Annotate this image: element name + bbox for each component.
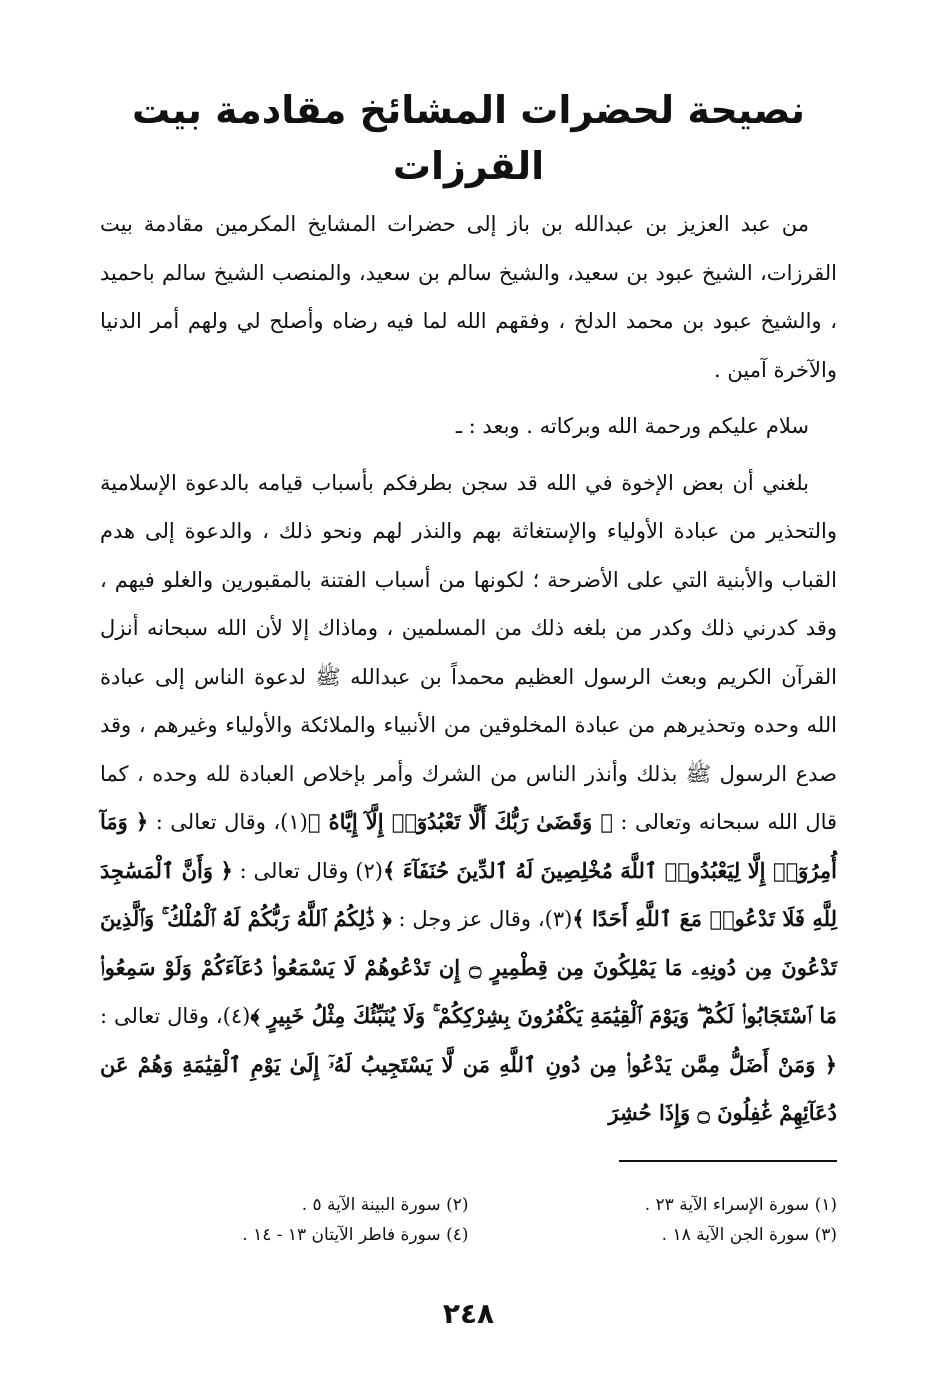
footnote-row bbox=[100, 1190, 837, 1220]
footnote-4: (٤) سورة فاطر الآيتان ١٣ - ١٤ . bbox=[242, 1225, 469, 1245]
page-title: نصيحة لحضرات المشائخ مقادمة بيت القرزات bbox=[131, 88, 806, 188]
verse-ref-1: (١)، وقال تعالى : bbox=[148, 810, 308, 834]
footnotes bbox=[100, 1190, 837, 1250]
footnote-1: (١) سورة الإسراء الآية ٢٣ . bbox=[644, 1195, 837, 1215]
quran-verse-1: ﴿ وَقَضَىٰ رَبُّكَ أَلَّا تَعْبُدُوٓا۟ إِلَّآ إِيَّاهُ ﴾ bbox=[307, 809, 613, 834]
quran-verse-3: ﴿ وَأَنَّ ٱلْمَسَٰجِدَ لِلَّهِ فَلَا تَدْعُوا۟ مَعَ ٱللَّهِ أَحَدًا ﴾ bbox=[100, 857, 838, 931]
verse-ref-3: (٣)، وقال عز وجل : bbox=[391, 907, 573, 931]
quran-verse-2: ﴿ وَمَآ أُمِرُوٓا۟ إِلَّا لِيَعْبُدُوا۟ ٱللَّهَ مُخْلِصِينَ لَهُ ٱلدِّينَ حُنَفَآءَ ﴾ bbox=[100, 809, 837, 883]
verse-ref-4: (٤)، وقال تعالى : bbox=[100, 1004, 251, 1028]
greeting-paragraph: سلام عليكم ورحمة الله وبركاته . وبعد : ـ bbox=[455, 414, 809, 438]
footnote-2: (٢) سورة البينة الآية ٥ . bbox=[301, 1195, 469, 1215]
quran-verse-5: ﴿ وَمَنْ أَضَلُّ مِمَّن يَدْعُوا۟ مِن دُونِ ٱللَّهِ مَن لَّا يَسْتَجِيبُ لَهُۥٓ إِلَىٰ يَوْمِ ٱلْقِيَٰمَةِ وَهُمْ عَن دُعَآئِهِمْ غَٰفِلُونَ ۝ وَإِذَا حُشِرَ bbox=[100, 1051, 837, 1125]
page-number: ٢٤٨ bbox=[442, 1297, 495, 1330]
verse-ref-2: (٢) وقال تعالى : bbox=[232, 858, 383, 883]
main-paragraph-text: بلغني أن بعض الإخوة في الله قد سجن بطرفكم بأسباب قيامه بالدعوة الإسلامية والتحذير من عبادة الأولياء والإستغاثة بهم والنذر لهم ونحو ذلك ، والدعوة إلى هدم القباب والأبنية التي على الأضرحة ؛ لكونها من أسباب الفتنة بالمقبورين والغلو فيهم ، وقد كدرني ذلك وكدر من بلغه ذلك من المسلمين ، وماذاك إلا لأن الله سبحانه أنزل القرآن الكريم وبعث الرسول العظيم محمداً بن عبدالله ﷺ لدعوة الناس إلى عبادة الله وحده وتحذيرهم من عبادة المخلوقين من الأنبياء والملائكة والأولياء وغيرهم ، وقد صدع الرسول ﷺ بذلك وأنذر الناس من الشرك وأمر بإخلاص العبادة لله وحده ، كما قال الله سبحانه وتعالى : bbox=[100, 470, 838, 834]
quran-verse-4: ﴿ ذَٰلِكُمُ ٱللَّهُ رَبُّكُمْ لَهُ ٱلْمُلْكُ ۚ وَٱلَّذِينَ تَدْعُونَ مِن دُونِهِۦ مَا يَمْلِكُونَ مِن قِطْمِيرٍ ۝ إِن تَدْعُوهُمْ لَا يَسْمَعُوا۟ دُعَآءَكُمْ وَلَوْ سَمِعُوا۟ مَا ٱسْتَجَابُوا۟ لَكُمْ ۖ وَيَوْمَ ٱلْقِيَٰمَةِ يَكْفُرُونَ بِشِرْكِكُمْ ۚ وَلَا يُنَبِّئُكَ مِثْلُ خَبِيرٍ ﴾ bbox=[100, 906, 837, 1028]
footnote-divider bbox=[619, 1160, 837, 1162]
footnote-3: (٣) سورة الجن الآية ١٨ . bbox=[661, 1225, 837, 1245]
opening-paragraph: من عبد العزيز بن عبدالله بن باز إلى حضرات المشايخ المكرمين مقادمة بيت القرزات، الشيخ عبود بن سعيد، والشيخ سالم بن سعيد، والمنصب الشيخ سالم باحميد ، والشيخ عبود بن محمد الدلخ ، وفقهم الله لما فيه رضاه وأصلح لي ولهم أمر الدنيا والآخرة آمين . bbox=[100, 212, 837, 382]
body-text bbox=[100, 200, 837, 1146]
footnote-row bbox=[100, 1220, 837, 1250]
main-paragraph bbox=[100, 459, 837, 1138]
